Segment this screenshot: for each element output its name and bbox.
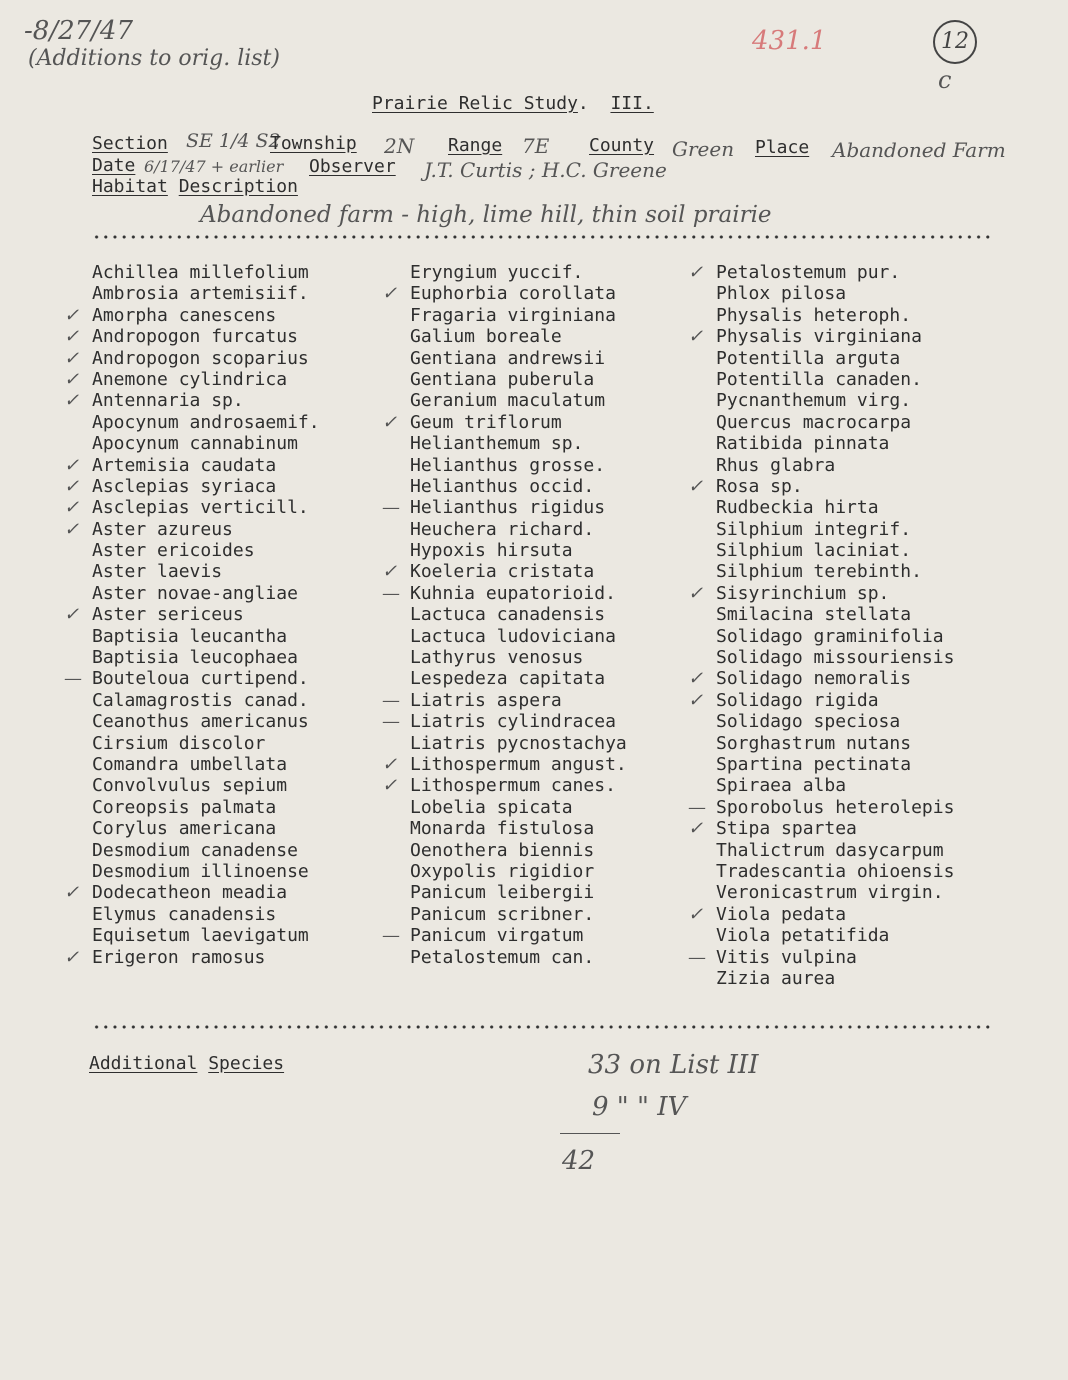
species-name: Baptisia leucantha xyxy=(92,625,288,647)
species-row xyxy=(382,925,627,947)
species-row xyxy=(64,390,320,412)
tally-total: 42 xyxy=(562,1146,596,1176)
species-row xyxy=(716,412,954,433)
species-name: Andropogon scoparius xyxy=(92,347,309,369)
check-mark-icon: ✓ xyxy=(64,946,80,968)
species-name: Gentiana puberula xyxy=(410,368,595,390)
species-name: Ambrosia artemisiif. xyxy=(92,283,309,305)
range-value: 7E xyxy=(522,134,550,158)
species-name: Bouteloua curtipend. xyxy=(92,668,309,690)
species-name: Viola petatifida xyxy=(716,925,890,947)
species-row xyxy=(64,454,320,476)
title-text: Prairie Relic Study xyxy=(372,93,578,114)
species-name: Galium boreale xyxy=(410,326,562,348)
species-row xyxy=(716,455,954,476)
species-name: Euphorbia corollata xyxy=(410,283,616,305)
species-row xyxy=(716,348,954,369)
species-row xyxy=(688,946,954,968)
dash-mark-icon: — xyxy=(382,925,400,947)
species-row xyxy=(92,583,320,604)
species-row xyxy=(716,305,954,326)
species-name: Viola pedata xyxy=(716,903,847,925)
check-mark-icon: ✓ xyxy=(688,903,704,925)
species-column-1 xyxy=(64,262,320,968)
section-value: SE 1/4 S2 xyxy=(186,130,281,152)
species-name: Spiraea alba xyxy=(716,775,847,797)
dash-mark-icon: — xyxy=(382,689,400,711)
species-name: Desmodium canadense xyxy=(92,839,298,861)
species-row xyxy=(92,647,320,668)
check-mark-icon: ✓ xyxy=(688,689,704,711)
species-row xyxy=(688,668,954,690)
species-row xyxy=(716,519,954,540)
species-row xyxy=(688,582,954,604)
species-row xyxy=(410,840,627,861)
species-row xyxy=(410,305,627,326)
county-label: County xyxy=(589,135,655,156)
check-mark-icon: ✓ xyxy=(382,283,398,305)
species-name: Aster azureus xyxy=(92,518,233,540)
species-name: Aster laevis xyxy=(92,561,223,583)
township-label: Township xyxy=(270,133,357,154)
bottom-dotted-separator xyxy=(92,1025,992,1029)
species-name: Anemone cylindrica xyxy=(92,368,288,390)
species-row xyxy=(64,946,320,968)
check-mark-icon: ✓ xyxy=(688,475,704,497)
species-row xyxy=(92,818,320,839)
species-column-3 xyxy=(688,262,955,989)
species-row xyxy=(688,689,954,711)
township-value: 2N xyxy=(384,134,415,158)
species-name: Liatris cylindracea xyxy=(410,711,616,733)
dash-mark-icon: — xyxy=(382,582,400,604)
species-name: Heuchera richard. xyxy=(410,518,595,540)
species-row xyxy=(410,262,627,283)
species-name: Asclepias verticill. xyxy=(92,497,309,519)
species-row xyxy=(64,326,320,348)
species-row xyxy=(716,840,954,861)
species-name: Lespedeza capitata xyxy=(410,668,606,690)
species-row xyxy=(410,433,627,454)
species-name: Solidago graminifolia xyxy=(716,625,944,647)
species-name: Smilacina stellata xyxy=(716,604,912,626)
check-mark-icon: ✓ xyxy=(688,668,704,690)
species-name: Apocynum androsaemif. xyxy=(92,411,320,433)
species-row xyxy=(410,626,627,647)
species-row xyxy=(688,262,954,283)
species-name: Phlox pilosa xyxy=(716,283,847,305)
species-name: Rhus glabra xyxy=(716,454,836,476)
species-label: Species xyxy=(208,1053,285,1074)
species-name: Aster ericoides xyxy=(92,540,255,562)
check-mark-icon: ✓ xyxy=(382,411,398,433)
species-row xyxy=(382,283,627,305)
species-name: Vitis vulpina xyxy=(716,946,857,968)
check-mark-icon: ✓ xyxy=(64,497,80,519)
species-row xyxy=(688,326,954,348)
species-row xyxy=(410,455,627,476)
check-mark-icon: ✓ xyxy=(688,818,704,840)
species-name: Spartina pectinata xyxy=(716,753,912,775)
species-name: Tradescantia ohioensis xyxy=(716,860,955,882)
species-name: Aster sericeus xyxy=(92,604,244,626)
species-name: Veronicastrum virgin. xyxy=(716,882,944,904)
species-name: Sisyrinchium sp. xyxy=(716,582,890,604)
species-name: Helianthemum sp. xyxy=(410,433,584,455)
species-row xyxy=(410,390,627,411)
species-name: Panicum leibergii xyxy=(410,882,595,904)
species-row xyxy=(382,711,627,733)
species-name: Zizia aurea xyxy=(716,967,836,989)
check-mark-icon: ✓ xyxy=(64,882,80,904)
species-name: Cirsium discolor xyxy=(92,732,266,754)
species-row xyxy=(410,604,627,625)
check-mark-icon: ✓ xyxy=(64,518,80,540)
species-row xyxy=(92,840,320,861)
species-name: Oxypolis rigidior xyxy=(410,860,595,882)
species-name: Lathyrus venosus xyxy=(410,647,584,669)
species-row xyxy=(64,668,320,690)
species-name: Solidago nemoralis xyxy=(716,668,912,690)
dash-mark-icon: — xyxy=(64,668,82,690)
species-row xyxy=(92,690,320,711)
species-name: Rudbeckia hirta xyxy=(716,497,879,519)
species-column-2 xyxy=(382,262,627,968)
species-name: Oenothera biennis xyxy=(410,839,595,861)
species-name: Coreopsis palmata xyxy=(92,796,277,818)
species-row xyxy=(716,497,954,518)
species-row xyxy=(92,262,320,283)
species-row xyxy=(716,604,954,625)
species-name: Liatris aspera xyxy=(410,689,562,711)
species-name: Lithospermum canes. xyxy=(410,775,616,797)
additional-species-label xyxy=(89,1053,284,1074)
species-name: Petalostemum pur. xyxy=(716,262,901,283)
species-name: Erigeron ramosus xyxy=(92,946,266,968)
tally-sum-rule xyxy=(560,1133,620,1134)
dash-mark-icon: — xyxy=(688,946,706,968)
species-row xyxy=(716,775,954,796)
species-row xyxy=(716,925,954,946)
species-row xyxy=(64,347,320,369)
species-name: Liatris pycnostachya xyxy=(410,732,627,754)
species-name: Potentilla canaden. xyxy=(716,368,922,390)
species-name: Lactuca canadensis xyxy=(410,604,606,626)
check-mark-icon: ✓ xyxy=(382,775,398,797)
species-name: Panicum scribner. xyxy=(410,903,595,925)
species-name: Physalis virginiana xyxy=(716,326,922,348)
species-row xyxy=(716,561,954,582)
species-row xyxy=(688,475,954,497)
species-row xyxy=(92,626,320,647)
habitat-description-value: Abandoned farm - high, lime hill, thin soil prairie xyxy=(200,202,772,228)
species-name: Solidago rigida xyxy=(716,689,879,711)
observer-label: Observer xyxy=(309,156,396,177)
species-row xyxy=(410,348,627,369)
date-label: Date xyxy=(92,155,136,176)
species-name: Pycnanthemum virg. xyxy=(716,390,912,412)
species-name: Lactuca ludoviciana xyxy=(410,625,616,647)
species-name: Silphium terebinth. xyxy=(716,561,922,583)
top-dotted-separator xyxy=(92,235,992,239)
species-row xyxy=(410,733,627,754)
species-row xyxy=(688,818,954,840)
species-name: Andropogon furcatus xyxy=(92,326,298,348)
check-mark-icon: ✓ xyxy=(64,390,80,412)
species-row xyxy=(64,368,320,390)
species-row xyxy=(716,390,954,411)
species-row xyxy=(382,411,627,433)
additional-label: Additional xyxy=(89,1053,198,1074)
species-row xyxy=(716,711,954,732)
species-row xyxy=(410,476,627,497)
tally-list-three: 33 on List III xyxy=(588,1050,759,1080)
species-name: Comandra umbellata xyxy=(92,753,288,775)
habitat-description-label xyxy=(92,176,298,197)
species-row xyxy=(716,861,954,882)
species-name: Thalictrum dasycarpum xyxy=(716,839,944,861)
species-name: Helianthus occid. xyxy=(410,475,595,497)
species-name: Gentiana andrewsii xyxy=(410,347,606,369)
species-name: Fragaria virginiana xyxy=(410,304,616,326)
circled-page-number: 12 xyxy=(933,20,977,64)
species-name: Baptisia leucophaea xyxy=(92,647,298,669)
species-name: Geranium maculatum xyxy=(410,390,606,412)
species-name: Physalis heteroph. xyxy=(716,304,912,326)
species-name: Aster novae-angliae xyxy=(92,582,298,604)
species-name: Hypoxis hirsuta xyxy=(410,540,573,562)
species-name: Ratibida pinnata xyxy=(716,433,890,455)
species-row xyxy=(64,604,320,626)
check-mark-icon: ✓ xyxy=(688,582,704,604)
species-name: Helianthus rigidus xyxy=(410,497,606,519)
species-row xyxy=(382,775,627,797)
species-name: Kuhnia eupatorioid. xyxy=(410,582,616,604)
species-row xyxy=(410,904,627,925)
species-name: Antennaria sp. xyxy=(92,390,244,412)
check-mark-icon: ✓ xyxy=(64,368,80,390)
species-name: Koeleria cristata xyxy=(410,561,595,583)
date-value: 6/17/47 + earlier xyxy=(144,157,284,176)
species-row xyxy=(92,412,320,433)
species-row xyxy=(410,326,627,347)
species-row xyxy=(716,433,954,454)
page-title xyxy=(372,93,654,114)
species-row xyxy=(92,711,320,732)
section-label: Section xyxy=(92,133,168,154)
species-row xyxy=(716,626,954,647)
observer-value: J.T. Curtis ; H.C. Greene xyxy=(424,158,667,182)
species-name: Lithospermum angust. xyxy=(410,753,627,775)
dash-mark-icon: — xyxy=(382,497,400,519)
species-name: Geum triflorum xyxy=(410,411,562,433)
species-name: Calamagrostis canad. xyxy=(92,689,309,711)
check-mark-icon: ✓ xyxy=(64,347,80,369)
species-name: Asclepias syriaca xyxy=(92,475,277,497)
place-value: Abandoned Farm xyxy=(832,138,1006,162)
species-row xyxy=(410,540,627,561)
title-numeral: III. xyxy=(610,93,654,114)
species-row xyxy=(410,647,627,668)
species-name: Panicum virgatum xyxy=(410,925,584,947)
date-annotation: -8/27/47 xyxy=(24,16,134,46)
species-name: Corylus americana xyxy=(92,818,277,840)
check-mark-icon: ✓ xyxy=(688,262,704,283)
species-name: Quercus macrocarpa xyxy=(716,411,912,433)
species-row xyxy=(92,540,320,561)
species-name: Sorghastrum nutans xyxy=(716,732,912,754)
species-row xyxy=(92,433,320,454)
species-row xyxy=(410,519,627,540)
species-row xyxy=(92,797,320,818)
species-name: Silphium integrif. xyxy=(716,518,912,540)
species-name: Sporobolus heterolepis xyxy=(716,796,955,818)
species-name: Monarda fistulosa xyxy=(410,818,595,840)
species-name: Rosa sp. xyxy=(716,475,803,497)
species-name: Apocynum cannabinum xyxy=(92,433,298,455)
place-label: Place xyxy=(755,137,810,158)
species-row xyxy=(92,754,320,775)
check-mark-icon: ✓ xyxy=(64,454,80,476)
species-name: Eryngium yuccif. xyxy=(410,262,584,283)
county-value: Green xyxy=(672,137,735,161)
corner-letter: c xyxy=(938,66,952,94)
check-mark-icon: ✓ xyxy=(64,604,80,626)
species-name: Equisetum laevigatum xyxy=(92,925,309,947)
species-row xyxy=(716,369,954,390)
species-name: Convolvulus sepium xyxy=(92,775,288,797)
species-name: Elymus canadensis xyxy=(92,903,277,925)
species-row xyxy=(716,882,954,903)
dash-mark-icon: — xyxy=(382,711,400,733)
species-row xyxy=(716,647,954,668)
species-row xyxy=(410,882,627,903)
species-row xyxy=(92,283,320,304)
species-row xyxy=(688,903,954,925)
red-catalog-number: 431.1 xyxy=(752,26,827,56)
dash-mark-icon: — xyxy=(688,796,706,818)
species-row xyxy=(410,861,627,882)
species-name: Petalostemum can. xyxy=(410,946,595,968)
species-name: Achillea millefolium xyxy=(92,262,309,283)
description-label: Description xyxy=(178,176,298,197)
species-row xyxy=(716,754,954,775)
species-row xyxy=(716,540,954,561)
species-row xyxy=(92,775,320,796)
species-row xyxy=(64,518,320,540)
check-mark-icon: ✓ xyxy=(64,326,80,348)
species-row xyxy=(688,796,955,818)
title-punct: . xyxy=(577,93,589,114)
species-name: Dodecatheon meadia xyxy=(92,882,288,904)
species-row xyxy=(92,561,320,582)
species-row xyxy=(716,968,954,989)
species-row xyxy=(382,582,627,604)
species-row xyxy=(382,753,627,775)
species-name: Solidago speciosa xyxy=(716,711,901,733)
species-row xyxy=(64,497,320,519)
species-row xyxy=(92,904,320,925)
species-row xyxy=(382,497,627,519)
species-name: Helianthus grosse. xyxy=(410,454,606,476)
species-name: Amorpha canescens xyxy=(92,304,277,326)
species-row xyxy=(410,947,627,968)
species-row xyxy=(410,797,627,818)
check-mark-icon: ✓ xyxy=(64,475,80,497)
species-row xyxy=(64,882,320,904)
habitat-label: Habitat xyxy=(92,176,168,197)
species-name: Stipa spartea xyxy=(716,818,857,840)
species-name: Solidago missouriensis xyxy=(716,647,955,669)
species-name: Artemisia caudata xyxy=(92,454,277,476)
species-row xyxy=(92,733,320,754)
species-name: Lobelia spicata xyxy=(410,796,573,818)
species-row xyxy=(716,283,954,304)
check-mark-icon: ✓ xyxy=(64,304,80,326)
species-row xyxy=(410,668,627,689)
species-row xyxy=(92,925,320,946)
species-row xyxy=(64,475,320,497)
check-mark-icon: ✓ xyxy=(688,326,704,348)
species-row xyxy=(716,733,954,754)
species-name: Silphium laciniat. xyxy=(716,540,912,562)
species-row xyxy=(382,561,627,583)
range-label: Range xyxy=(448,135,503,156)
species-name: Ceanothus americanus xyxy=(92,711,309,733)
check-mark-icon: ✓ xyxy=(382,561,398,583)
species-row xyxy=(410,369,627,390)
check-mark-icon: ✓ xyxy=(382,753,398,775)
species-row xyxy=(64,304,320,326)
species-row xyxy=(382,689,627,711)
species-name: Potentilla arguta xyxy=(716,347,901,369)
species-name: Desmodium illinoense xyxy=(92,860,309,882)
additions-annotation: (Additions to orig. list) xyxy=(28,46,280,71)
species-row xyxy=(92,861,320,882)
tally-list-four: 9 " " IV xyxy=(592,1092,687,1122)
species-row xyxy=(410,818,627,839)
